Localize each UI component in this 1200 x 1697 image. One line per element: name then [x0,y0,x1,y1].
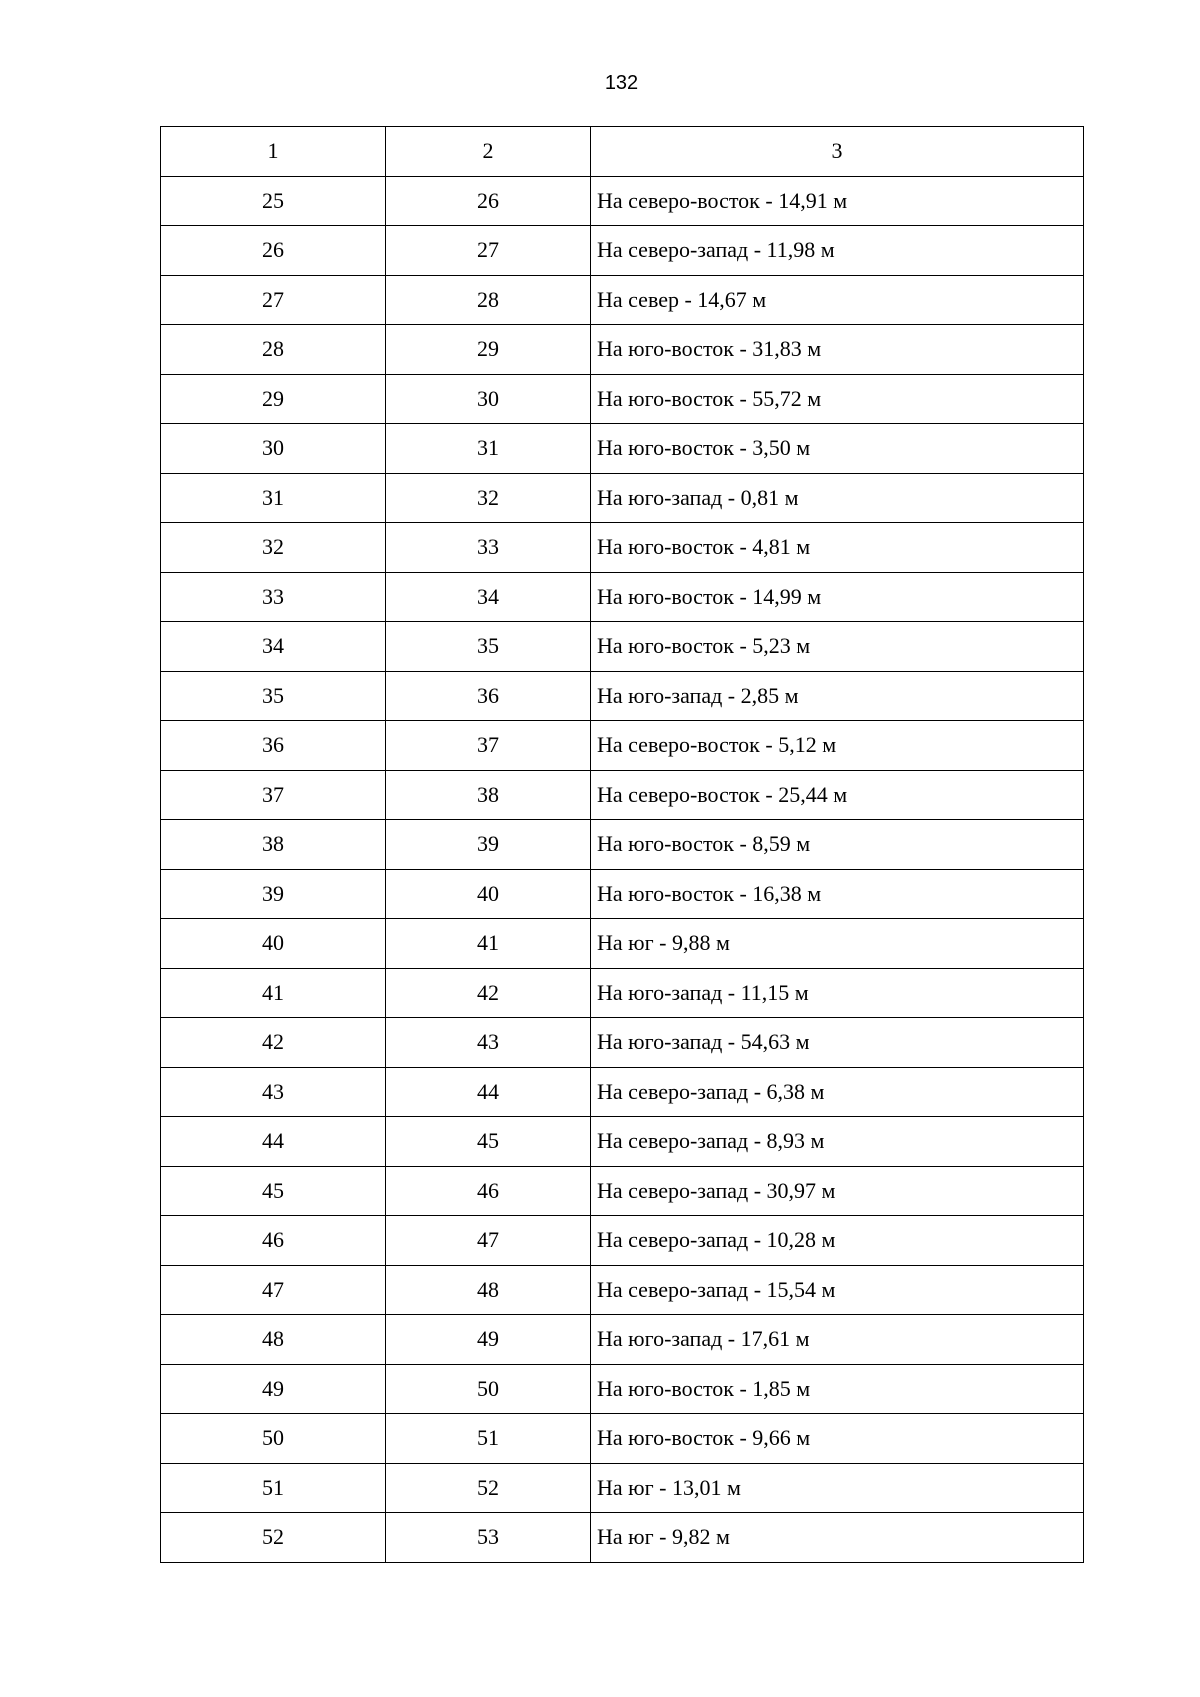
to-point-cell: 44 [386,1067,591,1117]
table-body [161,127,1084,1563]
table-row [161,1414,1084,1464]
from-point-cell: 38 [161,820,386,870]
table-row [161,523,1084,573]
table-row [161,919,1084,969]
table-row [161,424,1084,474]
column-header-3: 3 [591,127,1084,177]
direction-distance-cell: На юго-восток - 14,99 м [591,572,1084,622]
to-point-cell: 32 [386,473,591,523]
table-row [161,226,1084,276]
to-point-cell: 33 [386,523,591,573]
from-point-cell: 35 [161,671,386,721]
to-point-cell: 43 [386,1018,591,1068]
from-point-cell: 50 [161,1414,386,1464]
table-row [161,1166,1084,1216]
to-point-cell: 48 [386,1265,591,1315]
from-point-cell: 33 [161,572,386,622]
from-point-cell: 40 [161,919,386,969]
table-row [161,325,1084,375]
from-point-cell: 44 [161,1117,386,1167]
table-row [161,1463,1084,1513]
table-row [161,869,1084,919]
direction-distance-cell: На юго-восток - 16,38 м [591,869,1084,919]
to-point-cell: 26 [386,176,591,226]
direction-distance-cell: На юг - 13,01 м [591,1463,1084,1513]
from-point-cell: 27 [161,275,386,325]
to-point-cell: 46 [386,1166,591,1216]
to-point-cell: 28 [386,275,591,325]
from-point-cell: 52 [161,1513,386,1563]
direction-distance-cell: На юго-восток - 8,59 м [591,820,1084,870]
direction-distance-cell: На северо-запад - 10,28 м [591,1216,1084,1266]
from-point-cell: 30 [161,424,386,474]
to-point-cell: 38 [386,770,591,820]
to-point-cell: 42 [386,968,591,1018]
direction-distance-cell: На юго-восток - 4,81 м [591,523,1084,573]
direction-distance-cell: На юго-восток - 9,66 м [591,1414,1084,1464]
to-point-cell: 37 [386,721,591,771]
table-row [161,1117,1084,1167]
to-point-cell: 31 [386,424,591,474]
from-point-cell: 41 [161,968,386,1018]
to-point-cell: 45 [386,1117,591,1167]
direction-distance-cell: На юг - 9,88 м [591,919,1084,969]
to-point-cell: 30 [386,374,591,424]
direction-distance-cell: На северо-запад - 8,93 м [591,1117,1084,1167]
table-row [161,1265,1084,1315]
direction-distance-cell: На юго-восток - 55,72 м [591,374,1084,424]
table-row [161,473,1084,523]
table-row [161,1513,1084,1563]
to-point-cell: 47 [386,1216,591,1266]
to-point-cell: 50 [386,1364,591,1414]
table-row [161,1216,1084,1266]
table-row [161,671,1084,721]
table-row [161,1315,1084,1365]
from-point-cell: 31 [161,473,386,523]
direction-distance-cell: На северо-восток - 5,12 м [591,721,1084,771]
from-point-cell: 46 [161,1216,386,1266]
from-point-cell: 47 [161,1265,386,1315]
table-row [161,275,1084,325]
table-row [161,1067,1084,1117]
from-point-cell: 28 [161,325,386,375]
to-point-cell: 39 [386,820,591,870]
direction-distance-cell: На юго-запад - 11,15 м [591,968,1084,1018]
to-point-cell: 52 [386,1463,591,1513]
from-point-cell: 37 [161,770,386,820]
to-point-cell: 27 [386,226,591,276]
direction-distance-cell: На юг - 9,82 м [591,1513,1084,1563]
column-header-1: 1 [161,127,386,177]
table-row [161,721,1084,771]
to-point-cell: 36 [386,671,591,721]
table-row [161,820,1084,870]
to-point-cell: 41 [386,919,591,969]
direction-distance-cell: На юго-запад - 54,63 м [591,1018,1084,1068]
table-row [161,374,1084,424]
from-point-cell: 42 [161,1018,386,1068]
from-point-cell: 51 [161,1463,386,1513]
table-row [161,572,1084,622]
direction-distance-cell: На юго-запад - 0,81 м [591,473,1084,523]
page-number: 132 [604,72,639,94]
direction-distance-cell: На северо-восток - 14,91 м [591,176,1084,226]
table-row [161,1018,1084,1068]
to-point-cell: 29 [386,325,591,375]
direction-distance-cell: На северо-запад - 11,98 м [591,226,1084,276]
from-point-cell: 34 [161,622,386,672]
to-point-cell: 35 [386,622,591,672]
from-point-cell: 45 [161,1166,386,1216]
direction-distance-cell: На юго-восток - 31,83 м [591,325,1084,375]
boundary-table [160,126,1084,1563]
to-point-cell: 53 [386,1513,591,1563]
from-point-cell: 43 [161,1067,386,1117]
direction-distance-cell: На северо-восток - 25,44 м [591,770,1084,820]
table-row [161,1364,1084,1414]
from-point-cell: 36 [161,721,386,771]
to-point-cell: 34 [386,572,591,622]
column-header-2: 2 [386,127,591,177]
direction-distance-cell: На северо-запад - 6,38 м [591,1067,1084,1117]
direction-distance-cell: На северо-запад - 15,54 м [591,1265,1084,1315]
to-point-cell: 49 [386,1315,591,1365]
table-row [161,770,1084,820]
from-point-cell: 32 [161,523,386,573]
from-point-cell: 25 [161,176,386,226]
from-point-cell: 49 [161,1364,386,1414]
table-row [161,968,1084,1018]
from-point-cell: 26 [161,226,386,276]
direction-distance-cell: На юго-восток - 5,23 м [591,622,1084,672]
direction-distance-cell: На юго-запад - 17,61 м [591,1315,1084,1365]
direction-distance-cell: На юго-восток - 1,85 м [591,1364,1084,1414]
table-header-row [161,127,1084,177]
from-point-cell: 39 [161,869,386,919]
from-point-cell: 29 [161,374,386,424]
to-point-cell: 51 [386,1414,591,1464]
direction-distance-cell: На северо-запад - 30,97 м [591,1166,1084,1216]
table-row [161,176,1084,226]
direction-distance-cell: На север - 14,67 м [591,275,1084,325]
direction-distance-cell: На юго-запад - 2,85 м [591,671,1084,721]
table-row [161,622,1084,672]
to-point-cell: 40 [386,869,591,919]
direction-distance-cell: На юго-восток - 3,50 м [591,424,1084,474]
from-point-cell: 48 [161,1315,386,1365]
